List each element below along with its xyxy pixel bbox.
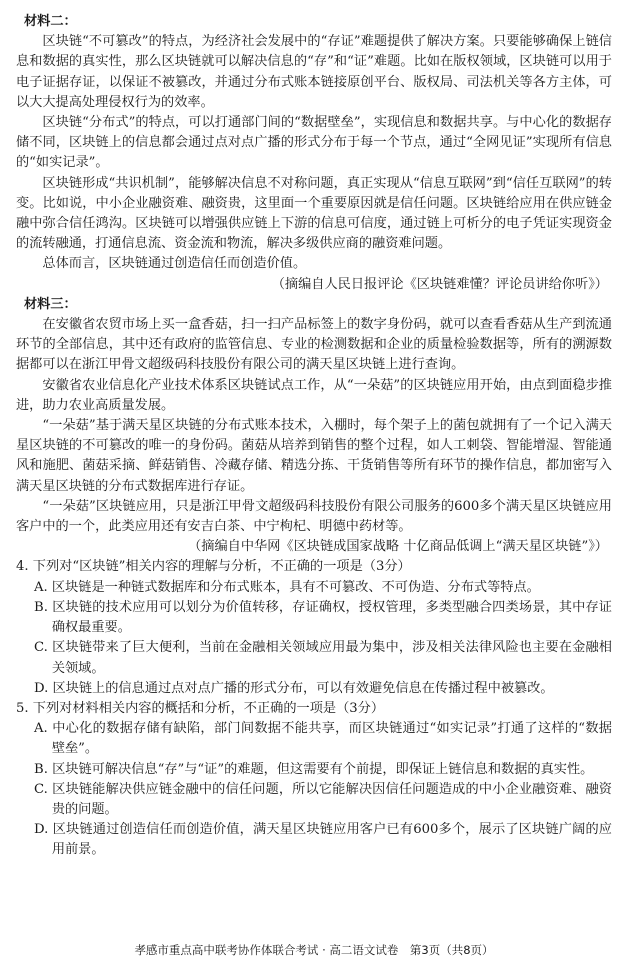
material2-paragraph-2: 区块链“分布式”的特点，可以打通部门间的“数据壁垒”，实现信息和数据共享。与中心化的数据存储不同，区块链上的信息都会通过点对点广播的形式分布于每一个节点，通过“全网见证”实现所有信息的“如实记录”。 xyxy=(16,115,612,171)
material2-paragraph-4: 总体而言，区块链通过创造信任而创造价值。 xyxy=(42,256,307,272)
question-4 xyxy=(16,557,612,698)
option-c: C. 区块链带来了巨大便利，当前在金融相关领域应用最为集中，涉及相关法律风险也主要在金融相关领域。 xyxy=(34,640,612,676)
material3-paragraph-3: “一朵菇”基于满天星区块链的分布式账本技术，入棚时，每个架子上的菌包就拥有了一个记入满天星区块链的不可篡改的唯一的身份码。菌菇从培养到销售的整个过程，如人工刺袋、智能增湿、智能通风和施肥、菌菇采摘、鲜菇销售、冷藏存储、精选分拣、干货销售等所有环节的操作信息，都加密写入满天星区块链的分布式数据库进行存证。 xyxy=(16,418,612,494)
option-d: D. 区块链上的信息通过点对点广播的形式分布，可以有效避免信息在传播过程中被篡改。 xyxy=(34,680,554,696)
option-a: A. 中心化的数据存储有缺陷，部门间数据不能共享，而区块链通过“如实记录”打通了这样的“数据壁垒”。 xyxy=(34,721,612,757)
question-stem: 5. 下列对材料相关内容的概括和分析，不正确的一项是（3分） xyxy=(16,700,385,716)
option-c: C. 区块链能解决供应链金融中的信任问题，所以它能解决因信任问题造成的中小企业融资难、融资贵的问题。 xyxy=(34,781,612,817)
page-body xyxy=(16,12,612,861)
material3-paragraph-4: “一朵菇”区块链应用，只是浙江甲骨文超级码科技股份有限公司服务的600多个满天星区块链应用客户中的一个，此类应用还有安吉白茶、中宁枸杞、明德中药材等。 xyxy=(16,498,612,535)
option-d: D. 区块链通过创造信任而创造价值，满天星区块链应用客户已有600多个，展示了区块链广阔的应用前景。 xyxy=(34,822,612,858)
page-footer: 孝感市重点高中联考协作体联合考试 · 高二语文试卷 第3页（共8页） xyxy=(134,943,494,957)
material2-heading: 材料二： xyxy=(24,14,77,29)
material2-paragraph-3: 区块链形成“共识机制”，能够解决信息不对称问题，真正实现从“信息互联网”到“信任互联网”的转变。比如说，中小企业融资难、融资贵，这里面一个重要原因就是信任问题。区块链给应用在供应链金融中弥合信任鸿沟。区块链可以增强供应链上下游的信息可信度，通过链上可析分的电子凭证实现资金的流转融通，打通信息流、资金流和物流，解决多级供应商的融资难问题。 xyxy=(16,175,612,252)
question-5 xyxy=(16,699,612,861)
material3-source: （摘编自中华网《区块链成国家战略 十亿商品低调上“满天星区块链”》） xyxy=(188,539,608,555)
material2-source: （摘编自人民日报评论《区块链难懂？评论员讲给你听》） xyxy=(271,276,608,292)
option-a: A. 区块链是一种链式数据库和分布式账本，具有不可篡改、不可伪造、分布式等特点。 xyxy=(34,579,540,595)
question-stem: 4. 下列对“区块链”相关内容的理解与分析，不正确的一项是（3分） xyxy=(16,559,411,575)
material2-paragraph-1: 区块链“不可篡改”的特点，为经济社会发展中的“存证”难题提供了解决方案。只要能够确保上链信息和数据的真实性，那么区块链就可以解决信息的“存”和“证”难题。比如在版权领域，区块链可以用于电子证据存证，以保证不被篡改，并通过分布式账本链接原创平台、版权局、司法机关等各方主体，可以大大提高处理侵权行为的效率。 xyxy=(16,34,612,110)
material3-heading: 材料三： xyxy=(24,296,77,312)
material3-paragraph-2: 安徽省农业信息化产业技术体系区块链试点工作，从“一朵菇”的区块链应用开始，由点到面稳步推进，助力农业高质量发展。 xyxy=(16,377,612,413)
option-b: B. 区块链可解决信息“存”与“证”的难题，但这需要有个前提，即保证上链信息和数据的真实性。 xyxy=(34,761,594,777)
option-b: B. 区块链的技术应用可以划分为价值转移，存证确权，授权管理，多类型融合四类场景，其中存证确权最重要。 xyxy=(34,599,612,636)
material3-paragraph-1: 在安徽省农贸市场上买一盒香菇，扫一扫产品标签上的数字身份码，就可以查看香菇从生产到流通环节的全部信息，其中还有政府的监管信息、专业的检测数据和企业的质量检验数据等，所有的溯源数据都可以在浙江甲骨文超级码科技股份有限公司的满天星区块链上进行查询。 xyxy=(16,317,612,373)
